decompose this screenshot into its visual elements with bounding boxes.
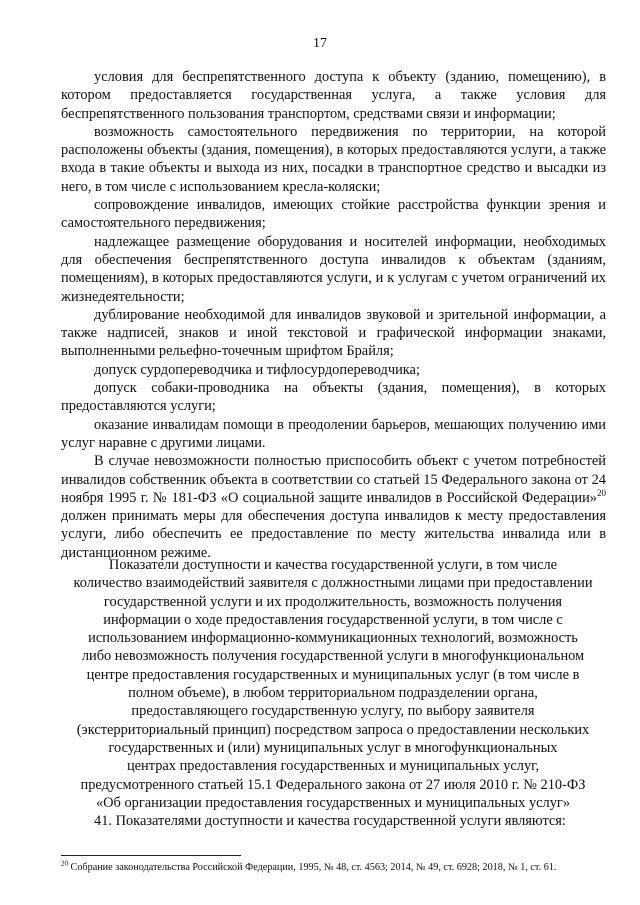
heading-line: информации о ходе предоставления государственной услуги, в том числе с: [103, 611, 563, 628]
footnote-reference[interactable]: 20: [597, 488, 606, 499]
paragraph-duplication: дублирование необходимой для инвалидов звуковой и зрительной информации, а также надписей, знаков и иной текстовой и графической информации знаками, выполненными рельефно-точечным шрифтом Брайля;: [61, 306, 606, 360]
section-heading: [58, 556, 608, 812]
heading-line: либо невозможность получения государственной услуги в многофункциональном: [81, 648, 585, 665]
footnote: [61, 861, 621, 874]
heading-line: государственной услуги и их продолжительность, возможность получения: [103, 593, 563, 610]
footnote-text: Собрание законодательства Российской Федерации, 1995, № 48, ст. 4563; 2014, № 49, ст. 6928; 2018, № 1, ст. 61.: [68, 862, 557, 873]
heading-line: «Об организации предоставления государственных и муниципальных услуг»: [95, 794, 571, 811]
heading-line: центре предоставления государственных и муниципальных услуг (в том числе в: [86, 666, 580, 683]
paragraph-impossibility-continuation: должен принимать меры для обеспечения доступа инвалидов к месту предоставления услуги, либо обеспечить ее предоставление по месту жительства инвалида или в дистанционном режиме.: [61, 508, 606, 561]
heading-line: центрах предоставления государственных и муниципальных услуг,: [126, 758, 540, 775]
heading-line: использованием информационно-коммуникационных технологий, возможность: [88, 630, 578, 647]
paragraph-impossibility-text: В случае невозможности полностью приспособить объект с учетом потребностей инвалидов собственник объекта в соответствии со статьей 15 Федерального закона от 24 ноября 1995 г. № 181-ФЗ «О социальной защите инвалидов в Российской Федерации»: [61, 453, 606, 506]
footnote-divider: [61, 855, 241, 856]
heading-line: предоставляющего государственную услугу, по выбору заявителя: [131, 703, 535, 720]
item-41: 41. Показателями доступности и качества государственной услуги являются:: [94, 813, 566, 829]
footnote-number: 20: [61, 859, 68, 868]
paragraph-sign-interpreter: допуск сурдопереводчика и тифлосурдопереводчика;: [94, 361, 420, 378]
paragraph-impossibility: [61, 452, 606, 562]
paragraph-access-conditions: условия для беспрепятственного доступа к объекту (зданию, помещению), в котором предоставляется государственная услуга, а также условия для беспрепятственного пользования транспортом, средствами связи и информации;: [61, 69, 606, 122]
paragraph-assistance: оказание инвалидам помощи в преодолении барьеров, мешающих получению ими услуг наравне с другими лицами.: [61, 416, 606, 451]
heading-line: Показатели доступности и качества государственной услуги, в том числе: [108, 557, 558, 573]
paragraph-guide-dog: допуск собаки-проводника на объекты (здания, помещения), в которых предоставляются услуги;: [61, 380, 606, 415]
heading-line: полном объеме), в любом территориальном подразделении органа,: [128, 685, 538, 702]
page-number: 17: [313, 36, 327, 51]
paragraph-equipment: надлежащее размещение оборудования и носителей информации, необходимых для обеспечения беспрепятственного доступа инвалидов к объектам (зданиям, помещениям), в которых предоставляются услуги, и к услугам с учетом ограничений их жизнедеятельности;: [61, 233, 606, 305]
paragraph-escort: сопровождение инвалидов, имеющих стойкие расстройства функции зрения и самостоятельного передвижения;: [61, 197, 606, 232]
paragraph-movement: возможность самостоятельного передвижения по территории, на которой расположены объекты (здания, помещения), в которых предоставляются услуги, а также входа в такие объекты и выхода из них, посадки в транспортное средство и высадки из него, в том числе с использованием кресла-коляски;: [61, 123, 606, 195]
heading-line: государственных и (или) муниципальных услуг в многофункциональных: [108, 739, 558, 756]
heading-line: (экстерриториальный принцип) посредством запроса о предоставлении нескольких: [76, 721, 590, 738]
heading-line: количество взаимодействий заявителя с должностными лицами при предоставлении: [73, 575, 593, 592]
heading-line: предусмотренного статьей 15.1 Федерального закона от 27 июля 2010 г. № 210-ФЗ: [80, 776, 586, 793]
body-text: [61, 68, 606, 562]
